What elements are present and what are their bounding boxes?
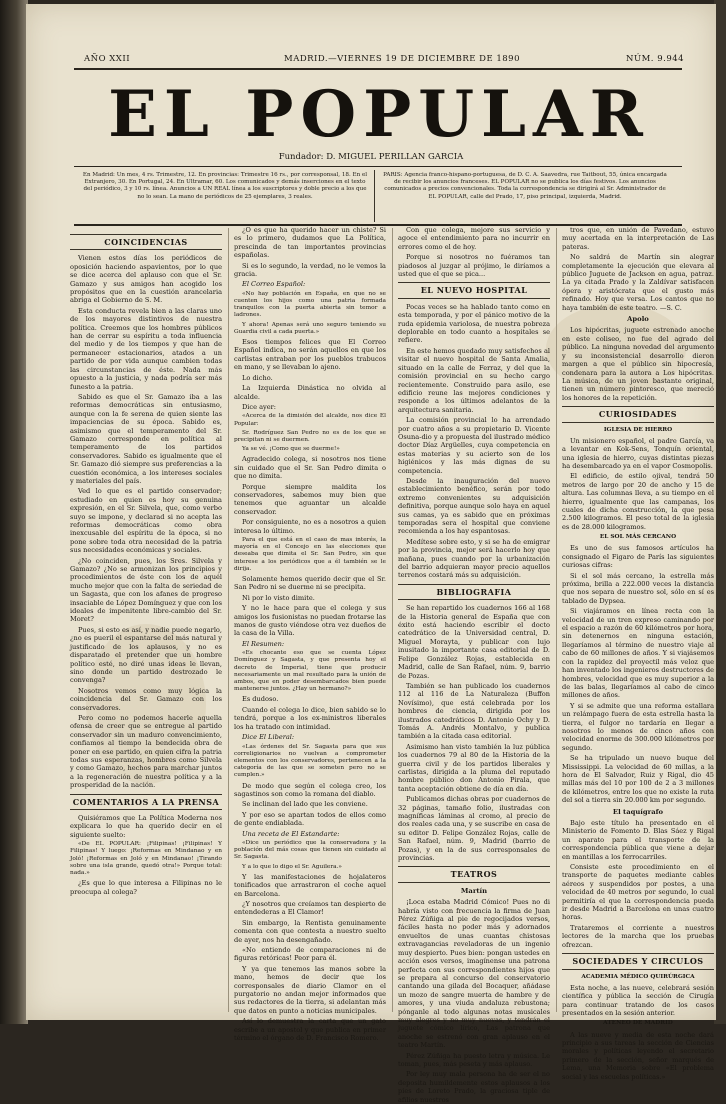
paragraph: ¿Es que lo que interesa a Filipinas no le preocupa al colega? <box>70 879 222 896</box>
paragraph: Y por eso se apartan todos de ellos como de gente endiablada. <box>234 810 386 828</box>
sol-subheading: EL SOL MÁS CERCANO <box>599 534 677 541</box>
paragraph: Ni por lo visto dimite. <box>242 593 315 602</box>
paragraph: Se inclinan del lado que les conviene. <box>242 800 368 809</box>
sociedades-heading: SOCIEDADES Y CIRCULOS <box>562 953 714 969</box>
paragraph: ¿No coinciden, pues, los Sres. Silvela y Gamazo? ¿No se armonizan los principios y procedimientos de éste con los de aquél mucho mejor que con la falta de seriedad de un Sagasta, que con los afanes de progreso insaciable de López Domínguez y que con los ideales de impenitente libre-cambio del Sr. Moret? <box>70 556 222 624</box>
column-divider <box>228 228 229 1012</box>
paragraph: Pérez Zúñiga ha puesto letra y música. Le toman, pues, más peseta y más aplauso. <box>398 1051 550 1068</box>
subscription-info: En Madrid: Un mes, 4 rs. Trimestre, 12. En provincias: Trimestre 16 rs., por corresponsal, 18. En el Extranjero, 30. En Portugal, 24. En Ultramar, 60. Los comunicados y demás inserciones en el texto del periódico, 3 y 10 rs. línea. Anuncios a UN REAL línea a los suscriptores y doble precio a los que no lo sean. La mano de periódicos de 25 ejemplares, 3 reales. <box>82 172 368 200</box>
martin-subheading: Martín <box>460 886 488 895</box>
paragraph: A las nueve y media de esta noche dará principio a sus tareas la sección de Ciencias morales y políticas leyendo el secretario primero de la sección, señor marqués de Lema, una Memoria sobre «El problema social y las escuelas políticas.» <box>562 1030 714 1081</box>
quoted-text: Ya se vé. ¡Como que se duerme!» <box>242 446 340 453</box>
paragraph: Y no le hace para que el colega y sus amigos los fusionistas no puedan frotarse las manos de gusto viéndose otra vez dueños de la casa de la Villa. <box>234 604 386 638</box>
paragraph: Consiste este procedimiento en el transporte de paquetes mediante cables aéreos y suspendidos por postes, a una velocidad de 40 metros por segundo, lo cual permitiría el que la correspondencia pueda ir desde Madrid a Barcelona en unas cuatro horas. <box>562 863 714 922</box>
paragraph: Si es lo segundo, la verdad, no le vemos la gracia. <box>234 261 386 279</box>
paragraph: «No entiendo de comparaciones ni de figuras retóricas! Peor para él. <box>234 946 386 963</box>
paragraph: Dice ayer: <box>242 402 277 411</box>
newspaper-page <box>26 4 716 1104</box>
quoted-text: Y a lo que lo digo el Sr. Aguilera.» <box>242 863 342 870</box>
paragraph: El edificio, de estilo ojival, tendrá 50 metros de largo por 20 de ancho y 15 de altura. Las columnas lleva, a su tiempo en el hierro, igualmente que las campanas, los cuales de dicha construcción, la que pesa 2.500 kilogramos. El peso total de la iglesia es de 28.000 kilogramos. <box>562 472 714 531</box>
comentarios-heading: COMENTARIOS A LA PRENSA <box>70 794 222 810</box>
quoted-text: «Dice un periódico que la conservadora y la población del más cosas que tienen sin cuidado al Sr. Sagasta. <box>234 839 386 861</box>
paragraph: Y ya que tenemos las manos sobre la mano, hemos de decir que los corresponsales de diario Clamor en el purgatorio no andan mejor informados que sus redactores de la tierra, si adelantan más que datos en punto a noticias municipales. <box>234 964 386 1015</box>
quoted-text: «Es chocante eso que se cuenta López Domínguez y Sagasta, y que presenta hoy el decreto de Imperial, tiene que producir necesariamente un mal resultado para la unión de ambos, que en poder desembarcados bien puede mantenerse juntos. ¿Hay un hermano?» <box>234 650 386 693</box>
quoted-text: «Las órdenes del Sr. Sagasta para que sus correligionarios no vuelvan a comprometer elementos con los conservadores, pertenecen a la categoría de las que se someten pero no se cumplen.» <box>234 743 386 779</box>
paragraph: Desde la inauguración del nuevo establecimiento benéfico, serán por todo extremo convenientes su adquisición definitiva, porque aunque solo haya en aquel sus camas, ya es sabido que en próximas temporadas sera el hospital que conviene recomienda a los hay espantosas. <box>398 476 550 536</box>
year-label: AÑO XXII <box>84 54 131 64</box>
source-label: El Correo Español: <box>242 280 306 289</box>
paragraph: Se han repartido los cuadernos 166 al 168 de la Historia general de España que con éxito está haciendo escribir el docto catedrático de la Universidad central, D. Miguel Morayta, y publicar con lujo inusitado la importante casa editorial de D. Felipe González Rojas, establecida en Madrid, calle de San Rafael, núm. 9, barrio de Pozas. <box>398 604 550 680</box>
paragraph: Publicamos dichas obras por cuadernos de 32 páginas, tamaño folio, ilustradas con magníficas láminas al cromo, al precio de dos reales cada una, y se suscribe en casa de su editor D. Felipe González Rojas, calle de San Rafael, núm. 9, Madrid (barrio de Pozas), y en la de sus corresponsales de provincias. <box>398 795 550 863</box>
paragraph: Trataremos el corriente a nuestros lectores de la marcha que los pruebas ofrezcan. <box>562 923 714 949</box>
paragraph: Porque si nosotros no fuéramos tan piadosos al juzgar al prójimo, le diríamos a usted que el que se pica... <box>398 253 550 279</box>
paragraph: Los hipócritas, juguete estrenado anoche en este coliseo, no fue del agrado del público. La ninguna novedad del argumento y su inconsistencial desarrollo dieron margen a que el público sin hipocresía, condenara para la autora a Los hipócritas. La música, de un joven bastante original, tienen un número pintoresco, que mereció los honores de la repetición. <box>562 326 714 402</box>
paragraph: Esos tiempos felices que El Correo Español indica, no serán aquellos en que los carlistas entraban por los pueblos trabucos en mano, y se llevaban lo ajeno. <box>234 338 386 372</box>
paragraph: Bajo este título ha presentado en el Ministerio de Fomento D. Blas Sáez y Rigal un aparato para el transporte de la correspondencia pública que viene a dejar en mantillas a los ferrocarriles. <box>562 819 714 861</box>
column-4 <box>562 226 714 1081</box>
bibliografia-heading: BIBLIOGRAFIA <box>398 584 550 600</box>
quoted-text: Y ahora! Apenas será uno seguro teniendo su Guardia civil a cada puerta.» <box>234 321 386 335</box>
paragraph: ¡Loca estaba Madrid Cómico! Pues no di habría visto con frecuencia la firma de Juan Pérez Zúñiga al pie de regocijados versos, fáciles hasta no poder más y adornados envueltos de unas cuantas chistosas extravagancias reveladoras de un ingenio muy despierto. Pues bien: pongan ustedes en acción esos versos, imagínense una patrona perfecta con sus correspondientes hijos que se prepara al concurso del conservatorio cantando una gilada del Bocaquer, añádase un mozo de sangre muerta de hambre y de amores, y una viuda andaluza rebustona; pónganle al todo algunas notas musicales muy alegres y no muy nuevas, y tendrán el juguete cómico lírico, Las patrona que anoche se estrenó con gran aplauso en el teatro Martín. <box>398 898 550 1050</box>
paragraph: Pocas veces se ha hablado tanto como en esta temporada, y por el pánico motivo de la ruda epidemia variolosa, de nuestra pobreza deplorable en todo cuanto a hospitales se refiere. <box>398 302 550 345</box>
paragraph: Solamente hemos querido decir que el Sr. San Pedro ni se duerme ni se precipita. <box>234 575 386 592</box>
paragraph: En este hemos quedado muy satisfechos al visitar el nuevo hospital de Santa Amalia, situado en la calle de Ferraz, y del que la comisión provincial en su hecho cargo recientemente. Construido para asilo, ese edificio reune las mejores condiciones y responde a los últimos adelantos de la arquitectura sanitaria. <box>398 346 550 414</box>
source-label: El Resumen: <box>242 639 285 648</box>
quoted-text: «No hay población en España, en que no se cuenten los hijos como una patria formada tranquilos con la puerta abierta sin temor a ladrones. <box>234 290 386 319</box>
column-3 <box>398 226 550 1104</box>
paragraph: Un misionero español, el padre García, va a levantar en Kok-Sens, Tonquín oriental, una iglesia de hierro, cuyas distintas piezas ha desembarcado ya en el vapor Cosmopolis. <box>562 436 714 470</box>
issue-number: NÚM. 9.944 <box>626 54 685 64</box>
paragraph: Se ha tripulado un nuevo buque del Mississippi. La velocidad de 60 millas, a la hora de El Salvador, Ruiz y Rigal, dio 45 millas más del 10 por 100 de 2 a 3 millones de kilómetros, entre los que no existe la ruta del sol a tierra sin 20.000 km por segundo. <box>562 754 714 805</box>
paragraph: ¿Y nosotros que creíamos tan despierto de entendederas a El Clamor! <box>234 899 386 917</box>
paragraph: Si viajáramos en línea recta con la velocidad de un tren expreso caminando por el espacio a razón de 60 kilómetros por hora, sin detenernos en ninguna estación, llegaríamos al término de nuestro viaje al cabo de 60 millones de años. Y si viajásemos con la rapidez del proyectil más veloz que han inventado los ingenieros destructores de hombres, velocidad que es muy superior a la de las balas, llegaríamos al cabo de cinco millones de años. <box>562 607 714 700</box>
column-divider <box>392 228 393 1012</box>
paragraph: Quisiéramos que La Política Moderna nos explicara lo que ha querido decir en el siguiente suelto: <box>70 814 222 839</box>
paragraph: Porque siempre maldita los conservadores, sabemos muy bien que tenemos que aguantar un alcalde conservador. <box>234 482 386 516</box>
paragraph: Por consiguiente, no es a nosotros a quien interesa lo último. <box>234 518 386 535</box>
paragraph: Esta conducta revela bien a las claras uno de los mayores distintivos de nuestra política. Creemos que los hombres públicos han de cerrar su espíritu a toda influencia del medio y de los tiempos y que han de permanecer estacionarios, atados a un partido de por vida aunque cambien todas las circunstancias de éste. Nada más opuesto a la justicia, y nada podría ser más funesto a la patria. <box>70 306 222 391</box>
paragraph: De modo que según el colega creo, los sagastinos son como la romana del diablo. <box>234 781 386 798</box>
paragraph: Esta noche, a las nueve, celebrará sesión científica y pública la sección de Cirugía para continuar tratando de los casos presentados en la sesión anterior. <box>562 983 714 1017</box>
paragraph: Así lo demuestra la carta que un gato escribe a un apostol y que publica en primer término el órgano de D. Francisco Romero. <box>234 1017 386 1043</box>
quoted-text: «Acerca de la dimisión del alcalde, nos dice El Popular: <box>234 413 386 427</box>
paragraph: Con que colega, mejore sus servicio y agoce el entendimiento para no incurrir en errores como el de hoy. <box>398 226 550 251</box>
quoted-text: «De EL POPULAR: ¡Filipinas! ¡Filipinas! Y Filipinas! Y luego: ¡Reformas en Mindanao y en Joló! ¡Reformas en Joló y en Mindanao! ¡Tirando sobre una isla grande, quedó otra!» Porque total: nada.» <box>70 841 222 877</box>
paragraph: Pues, si esto es así, y nadie puede negarlo, ¿no es pueril el espantarse del más natural y justificado de los aplausos, y no es disparatado el pretender que un hombre político esté, no diré unas ideas le llevan, sino donde un partido destrozado le convenga? <box>70 625 222 685</box>
quoted-text: Sr. Rodríguez San Pedro no es de los que se precipitan ni se duermen. <box>234 429 386 443</box>
paragraph: Nosotros vemos como muy lógica la coincidencia del Sr. Gamazo con los conservadores. <box>70 686 222 712</box>
source-label: Dice El Liberal: <box>242 733 295 742</box>
paragraph: Asimismo han visto también la luz pública los cuadernos 79 al 80 de la Historia de la guerra civil y de los partidos liberales y carlistas, dirigida a la pluma del reputado hombre público don Antonio Pirala, que tanta aceptación obtiene de día en día. <box>398 742 550 793</box>
ateneo-subheading: ATENEO DE MADRID <box>603 1020 673 1027</box>
paragraph: Ved lo que es el partido conservador; estudiado en quien es hoy su genuina expresión, en el Sr. Silvela, que, como verbo suyo se impone, y declarad si no acepta las reformas democráticas como obra inexcusable del espíritu de la época, si no pone sobre toda otra necesidad de la patria sus necesidades económicas y sociales. <box>70 487 222 555</box>
top-rule <box>74 68 682 70</box>
teatros-heading: TEATROS <box>398 866 550 882</box>
info-divider <box>374 170 375 222</box>
paragraph: Por ley muy mala persona ha de ser el no deposita humildemente estos aplausos a los pies de Loreto Prado, la graciosa tiple de afilios nuestros <box>398 1070 550 1104</box>
masthead-title: EL POPULAR <box>108 77 650 152</box>
source-label: Una receta de El Estandarte: <box>242 829 340 838</box>
taquigrafo-subheading: El taquígrafo <box>612 807 664 816</box>
iglesia-subheading: IGLESIA DE HIERRO <box>603 426 673 433</box>
paragraph: Es uno de sus famosos artículos ha consignado el Figaro de París las siguientes curiosas cifras: <box>562 544 714 570</box>
agency-info: PARIS: Agencia franco-hispano-portuguesa, de D. C. A. Saavedra, rue Taitbout, 55, única encargada de recibir los anuncios franceses. EL POPULAR no se publica los días festivos. Los anuncios comunicados a precios convencionales. Toda la correspondencia se dirigirá al Sr. Administrador de EL POPULAR, calle del Prado, 17, piso principal, izquierda, Madrid. <box>383 172 667 200</box>
paragraph: Es dudoso. <box>242 695 279 704</box>
paragraph: ¿O es que ha querido hacer un chiste? Si es lo primero, dudamos que La Política, prescinda de tan importantes provincias españolas. <box>234 226 386 260</box>
paragraph: Y las manifestaciones de hojalateros tonificados que arrastraron el coche aquel en Barcelona. <box>234 872 386 898</box>
paragraph: Medítese sobre esto, y si se ha de emigrar por la provincia, mejor será hacerlo hoy que mañana, pues cuando por la urbanización del barrio adquieran mayor precio aquellos terrenos costará más su adquisición. <box>398 537 550 580</box>
hospital-heading: EL NUEVO HOSPITAL <box>398 282 550 298</box>
paragraph: Vienen estos días los periódicos de oposición haciendo aspavientos, por lo que se dice acerca del aplauso con que el Sr. Gamazo y sus amigos han acogido los propósitos que en la cuestión arancelaria abriga el Gobierno de S. M. <box>70 254 222 305</box>
paragraph: Sabido es que el Sr. Gamazo iba a las reformas democráticas sin entusiasmo, aunque con la fe serena de quien siente las impaciencias de su época. Sabido es, asimismo que el temperamento del Sr. Gamazo corresponde en política al temperamento de los partidos conservadores. Sabido es igualmente que el Sr. Gamazo dió siempre sus preferencias a la cuestión económica, a los intereses sociales y materiales del país. <box>70 392 222 485</box>
paragraph: Y si se admite que una reforma estallara un relámpago fuera de esta estrella hasta la tierra, el fulgor no tardaría en llegar a nosotros lo menos de cinco años con velocidad enorme de 300.000 kilómetros por segundo. <box>562 701 714 752</box>
paragraph: tros que, en unión de Pavedano, estuvo muy acertada en la interpretación de Las pateras. <box>562 226 714 251</box>
paragraph: La Izquierda Dinástica no olvida al alcalde. <box>234 384 386 401</box>
paragraph: También se han publicado los cuadernos 112 al 116 de La Naturaleza (Buffon Novísimo), que está celebrada por los hombres de ciencia, dirigida por los ilustrados catedráticos D. Antonio Ochy y D. Tomás A. Andrés Montalvo, y publica también a la citada casa editorial. <box>398 681 550 741</box>
paragraph: Lo dicho. <box>242 373 273 382</box>
apolo-subheading: Apolo <box>627 315 649 324</box>
coincidencias-heading: COINCIDENCIAS <box>70 234 222 250</box>
paragraph: Si el sol más cercano, la estrella más próxima, brilla a 222.000 veces la distancia que nos separa de nuestro sol, sólo en sí es tablado de Dypsea. <box>562 571 714 605</box>
quoted-text: Para el que está en el caso de mas interés, la mayoría en el Concejo en las elecciones que deseaba que dimita el Sr. San Pedro, sin que interese a los periódicos que a él también se le dirija. <box>234 536 386 572</box>
curiosidades-heading: CURIOSIDADES <box>562 406 714 422</box>
date-label: MADRID.—VIERNES 19 DE DICIEMBRE DE 1890 <box>284 54 520 64</box>
page-binding-shadow <box>0 0 28 1024</box>
paragraph: Cuando el colega lo dice, bien sabido se lo tendrá, porque a los ex-ministros liberales los ha tratado con intimidad. <box>234 705 386 731</box>
founder-line: Fundador: D. MIGUEL PERILLAN GARCIA <box>278 152 464 162</box>
paragraph: No saldrá de Martín sin alegrar completamente la ejecución que elevara al público Juguete de Jackson en agua, patraz. La ya citada Prado y la Zaldívar satisfacen ópera y aristócrata que el gusto más refinado. Hoy que versa. Los cantos que no haya también de este teatro. —S. C. <box>562 253 714 312</box>
paragraph: Sin embargo, la Rentista genuinamente comenta con que contesta a nuestro suelto de ayer, nos ha desengañado. <box>234 918 386 944</box>
founder-rule <box>74 166 682 167</box>
column-2 <box>234 226 386 1043</box>
paragraph: La comisión provincial lo ha arrendado por cuatro años a su propietario D. Vicente Osuna-dio y a propuesta del ilustrado médico doctor Díaz Argüelles, cuya competencia en estas materias y su acierto son de los higiénicos y las más dignas de su competencia. <box>398 416 550 475</box>
paragraph: Pero como no podemos hacerle aquella ofensa de creer que se entregue al partido conservador sin un maduro convencimiento, confiamos al tiempo la bendecida obra de poner en ese partido, en quien cifra la patria todas sus esperanzas, hombres como Silvela y como Gamazo, hechos para marchar juntos a la regeneración de nuestra política y a la prosperidad de la nación. <box>70 713 222 790</box>
paragraph: Agradecido colega, si nosotros nos tiene sin cuidado que el Sr. San Pedro dimita o que no dimita. <box>234 455 386 481</box>
column-divider <box>556 228 557 1012</box>
academia-subheading: ACADEMIA MÉDICO QUIRÚRGICA <box>581 973 695 980</box>
column-1 <box>70 230 222 1010</box>
